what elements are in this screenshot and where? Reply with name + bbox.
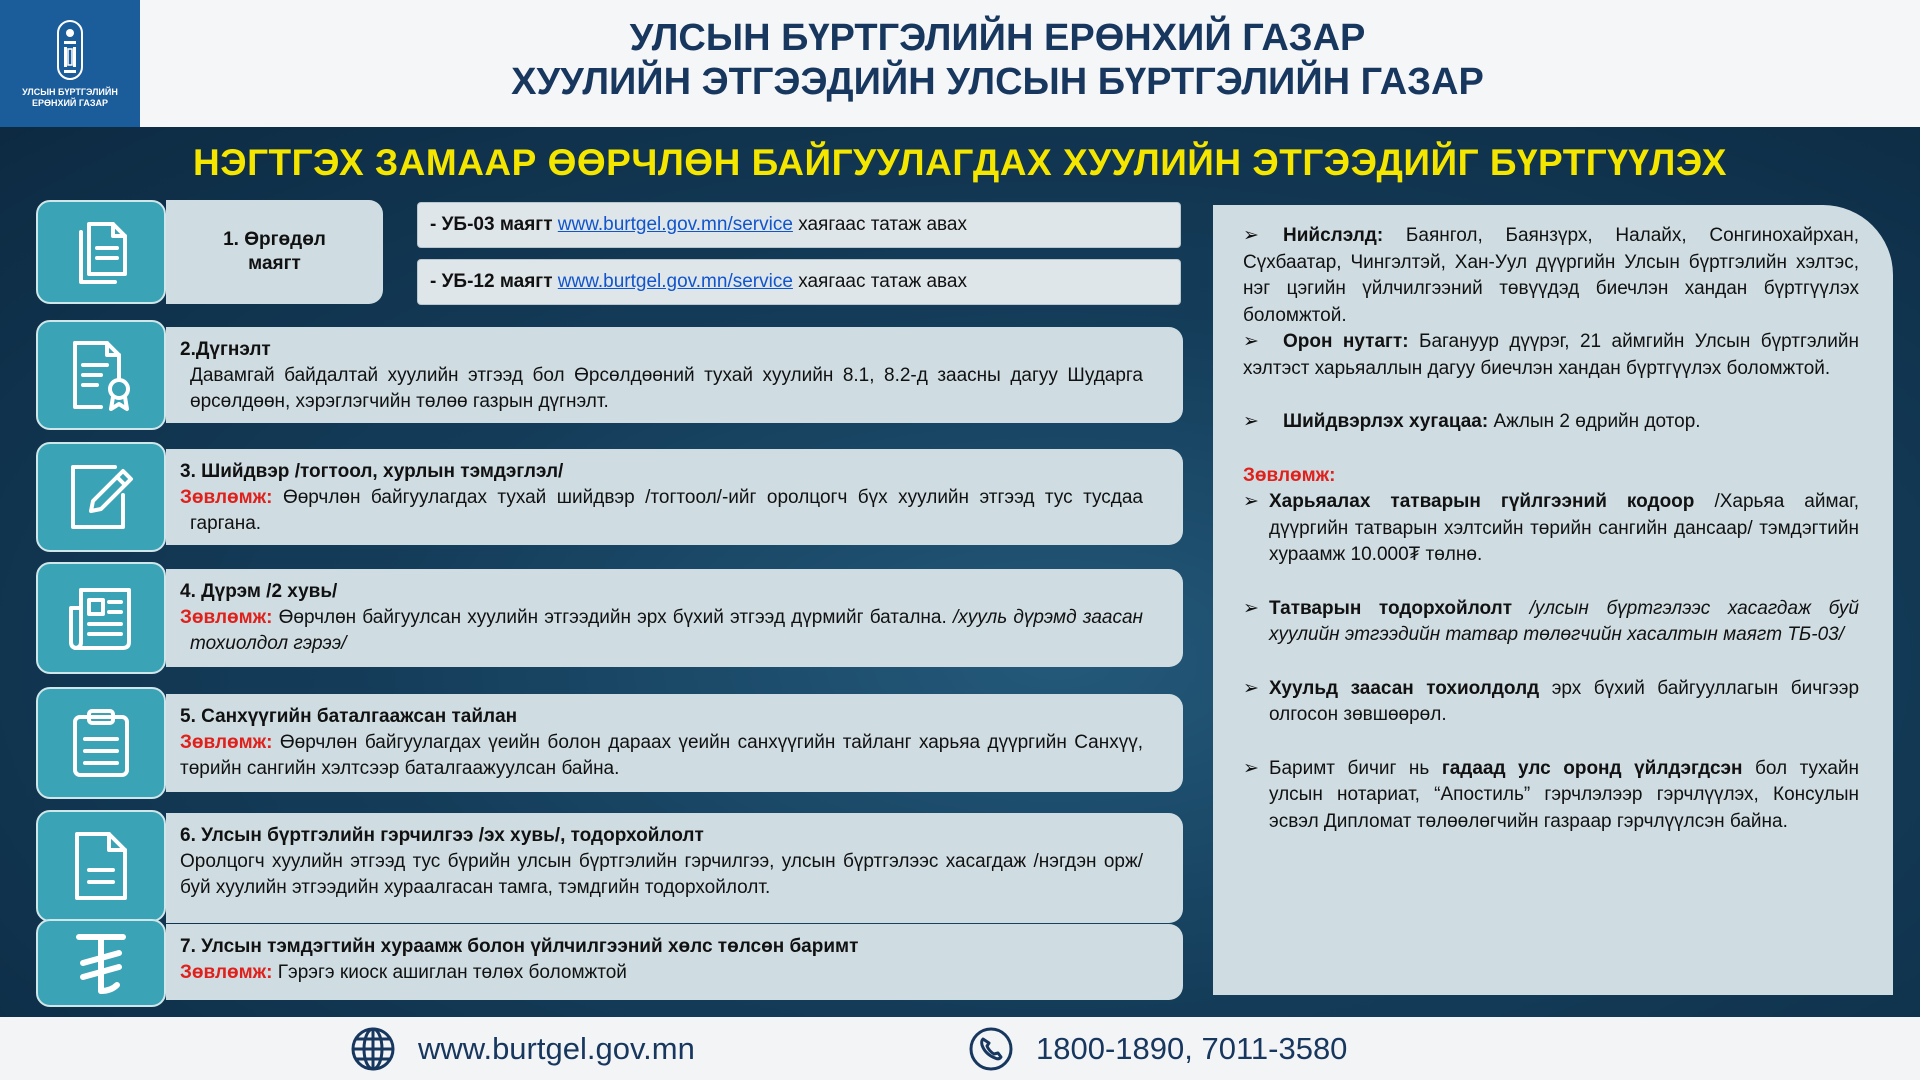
footer: [0, 1017, 1920, 1080]
step-4-text: Зөвлөмж: Өөрчлөн байгуулсан хуулийн этгээдийн эрх бүхий этгээд дүрмийг батална. /хууль дүрэмд заасан тохиолдол гэрээ/: [180, 607, 1144, 654]
tips-label: Зөвлөмж:: [1243, 464, 1336, 486]
info-panel: [1213, 205, 1893, 995]
step-3-icon-tile: [36, 442, 166, 552]
clipboard-icon: [61, 703, 141, 783]
logo: [0, 0, 140, 127]
step-5-icon-tile: [36, 687, 166, 799]
arrow-bullet-icon: ➢: [1243, 331, 1259, 352]
edit-document-icon: [61, 457, 141, 537]
step-2-text: Давамгай байдалтай хуулийн этгээд бол Өрсөлдөөний тухай хуулийн 8.1, 8.2-д заасны дагуу Шударга өрсөлдөөн, хэрэглэгчийн төлөө газрын дүгнэлт.: [190, 365, 1143, 412]
footer-phone: [968, 1017, 1347, 1080]
ub03-service-link[interactable]: www.burtgel.gov.mn/service: [557, 214, 793, 235]
arrow-bullet-icon: ➢: [1243, 677, 1259, 699]
step-7-icon-tile: [36, 919, 166, 1007]
website-link[interactable]: www.burtgel.gov.mn: [418, 1030, 695, 1066]
step-6-title: 6. Улсын бүртгэлийн гэрчилгээ /эх хувь/, тодорхойлолт: [180, 825, 704, 846]
capital-info: ➢ Нийслэлд: Баянгол, Баянзүрх, Налайх, Сонгинохайрхан, Сүхбаатар, Чингэлтэй, Хан-Уул дүүргийн Улсын бүртгэлийн хэлтэс, нэг цэгийн үйлчилгээний төвүүдэд биечлэн хандан бүртгүүлэх боломжтой.: [1243, 225, 1860, 326]
step-6-text: Оролцогч хуулийн этгээд тус бүрийн улсын бүртгэлийн гэрчилгээ, улсын бүртгэлээс хасагдаж /нэгдэн орж/ буй хуулийн этгээдийн хураалгасан тамга, тэмдгийн тодорхойлолт.: [180, 851, 1143, 898]
download-row-ub12: - УБ-12 маягт www.burtgel.gov.mn/service хаягаас татаж авах: [417, 259, 1181, 305]
step-2-title: 2.Дүгнэлт: [180, 339, 271, 360]
arrow-bullet-icon: ➢: [1243, 491, 1259, 512]
arrow-bullet-icon: ➢: [1243, 411, 1259, 432]
deadline-info: ➢ Шийдвэрлэх хугацаа: Ажлын 2 өдрийн дотор.: [1243, 409, 1859, 436]
step-2-box: [166, 327, 1183, 423]
step-1-title: 1. Өргөдөл маягт: [223, 229, 326, 274]
organization-title-line2: ХУУЛИЙН ЭТГЭЭДИЙН УЛСЫН БҮРТГЭЛИЙН ГАЗАР: [511, 61, 1484, 103]
step-7-tip-label: Зөвлөмж:: [180, 962, 273, 983]
phone-icon: [968, 1026, 1014, 1072]
emblem-icon: [55, 19, 85, 81]
step-5-tip-label: Зөвлөмж:: [180, 732, 273, 753]
step-3-title: 3. Шийдвэр /тогтоол, хурлын тэмдэглэл/: [180, 461, 564, 482]
tugrik-icon: [61, 923, 141, 1003]
file-icon: [61, 826, 141, 906]
step-4-box: [166, 569, 1183, 667]
step-5-box: [166, 694, 1183, 792]
phone-number[interactable]: 1800-1890, 7011-3580: [1036, 1030, 1348, 1066]
step-4-tip-label: Зөвлөмж:: [180, 607, 273, 628]
step-3-text: Зөвлөмж: Өөрчлөн байгуулагдах тухай шийдвэр /тогтоол/-ийг оролцогч бүх хуулийн этгээд тус тусдаа гаргана.: [180, 487, 1144, 534]
step-4-title: 4. Дүрэм /2 хувь/: [180, 581, 338, 602]
step-3-box: [166, 449, 1183, 545]
tip-foreign-documents: ➢ Баримт бичиг нь гадаад улс оронд үйлдэгдсэн бол тухайн улсын нотариат, “Апостиль” гэрчлэлээр гэрчлүүлэх, Консулын эсвэл Дипломат төлөөлөгчийн газраар гэрчлүүлсэн байна.: [1243, 757, 1859, 832]
download-row-ub03: - УБ-03 маягт www.burtgel.gov.mn/service хаягаас татаж авах: [417, 202, 1181, 248]
footer-website: [350, 1017, 695, 1080]
step-6-box: [166, 813, 1183, 923]
tip-tax-code: ➢ Харьяалах татварын гүйлгээний кодоор /Харьяа аймаг, дүүргийн татварын хэлтсийн төрийн сангийн дансаар/ тэмдэгтийн хураамж 10.000₮ төлнө.: [1243, 491, 1859, 565]
tip-legal-permit: ➢ Хуульд заасан тохиолдолд эрх бүхий байгууллагын бичгээр олгосон зөвшөөрөл.: [1243, 677, 1860, 725]
arrow-bullet-icon: ➢: [1243, 757, 1259, 779]
step-5-text: Зөвлөмж: Өөрчлөн байгуулагдах үеийн болон дараах үеийн санхүүгийн тайланг харьяа дүүргийн Санхүү, төрийн сангийн хэлтсээр баталгаажуулсан байна.: [180, 732, 1143, 779]
organization-title: [140, 16, 1855, 104]
organization-title-line1: УЛСЫН БҮРТГЭЛИЙН ЕРӨНХИЙ ГАЗАР: [629, 17, 1366, 59]
step-4-icon-tile: [36, 562, 166, 674]
header: [0, 0, 1920, 127]
step-1-box: [166, 200, 383, 304]
arrow-bullet-icon: ➢: [1243, 225, 1259, 246]
step-7-title: 7. Улсын тэмдэгтийн хураамж болон үйлчилгээний хөлс төлсөн баримт: [180, 936, 859, 957]
step-2-icon-tile: [36, 320, 166, 430]
globe-icon: [350, 1026, 396, 1072]
main-panel: [0, 127, 1920, 1017]
step-7-text: Зөвлөмж: Гэрэгэ киоск ашиглан төлөх боломжтой: [180, 962, 627, 983]
certificate-icon: [61, 335, 141, 415]
step-6-icon-tile: [36, 810, 166, 922]
step-3-tip-label: Зөвлөмж:: [180, 487, 273, 508]
rural-info: ➢ Орон нутагт: Багануур дүүрэг, 21 аймгийн Улсын бүртгэлийн хэлтэст харьяаллын дагуу биечлэн хандан бүртгүүлэх боломжтой.: [1243, 331, 1859, 379]
documents-icon: [61, 212, 141, 292]
newspaper-icon: [61, 578, 141, 658]
step-7-box: [166, 924, 1183, 1000]
tip-tax-certificate: ➢ Татварын тодорхойлолт /улсын бүртгэлээс хасагдаж буй хуулийн этгээдийн татвар төлөгчийн хасалтын маягт ТБ-03/: [1243, 597, 1859, 645]
step-5-title: 5. Санхүүгийн баталгаажсан тайлан: [180, 706, 518, 727]
step-1-icon-tile: [36, 200, 166, 304]
ub12-service-link[interactable]: www.burtgel.gov.mn/service: [557, 271, 793, 292]
main-title: НЭГТГЭХ ЗАМААР ӨӨРЧЛӨН БАЙГУУЛАГДАХ ХУУЛИЙН ЭТГЭЭДИЙГ БҮРТГҮҮЛЭХ: [193, 142, 1727, 183]
logo-text: УЛСЫН БҮРТГЭЛИЙН ЕРӨНХИЙ ГАЗАР: [22, 86, 118, 108]
arrow-bullet-icon: ➢: [1243, 597, 1259, 619]
